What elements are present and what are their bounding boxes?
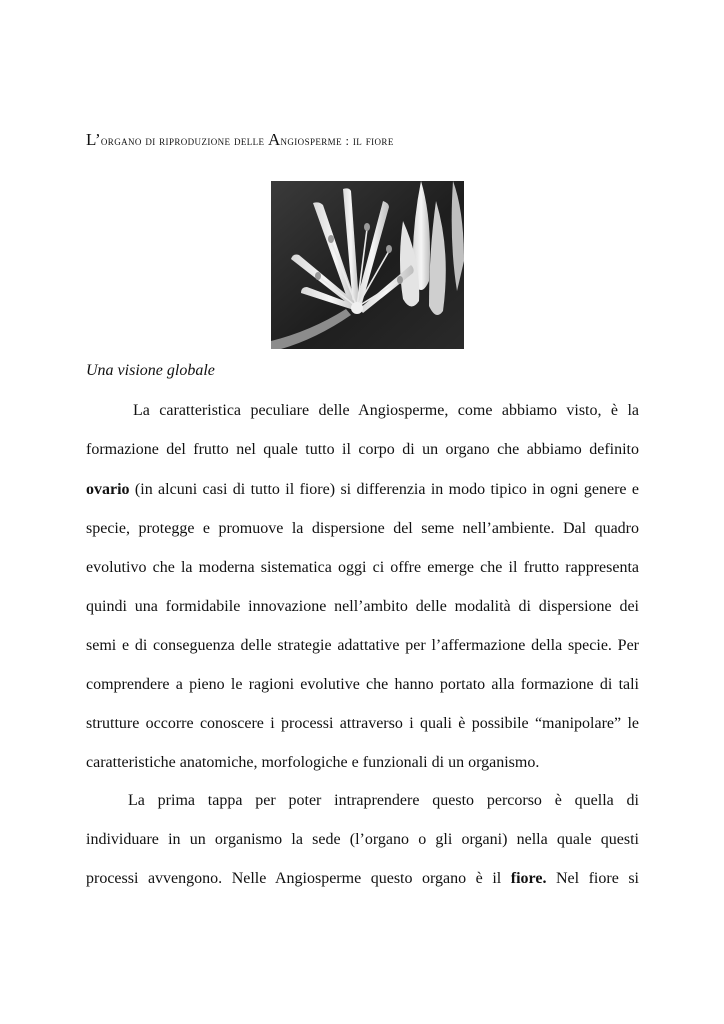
paragraph-1-line-2: formazione del frutto nel quale tutto il corpo di un organo che abbiamo definito [86,441,639,458]
paragraph-2-line-1: La prima tappa per poter intraprendere questo percorso è quella di [128,792,639,809]
paragraph-2-line-2: individuare in un organismo la sede (l’organo o gli organi) nella quale questi [86,831,639,848]
title-smallcaps-2: ngiosperme : il fiore [280,134,394,148]
paragraph-1-line-6: quindi una formidabile innovazione nell’ambito delle modalità di dispersione dei [86,598,639,615]
page-title [86,130,646,150]
paragraph-1-line-9: strutture occorre conoscere i processi attraverso i quali è possibile “manipolare” le [86,715,639,732]
paragraph-2-line-3 [86,869,639,889]
paragraph-2-line-3-text-a: processi avvengono. Nelle Angiosperme questo organo è il [86,870,511,887]
paragraph-2-line-3-text-b: Nel fiore si [546,870,639,887]
paragraph-1-line-4: specie, protegge e promuove la dispersione del seme nell’ambiente. Dal quadro [86,520,639,537]
paragraph-1-line-10: caratteristiche anatomiche, morfologiche e funzionali di un organismo. [86,754,540,771]
paragraph-1-line-7: semi e di conseguenza delle strategie adattative per l’affermazione della specie. Per [86,637,639,654]
section-subtitle: Una visione globale [86,362,215,379]
flower-photo [271,181,464,349]
paragraph-1-line-1: La caratteristica peculiare delle Angiosperme, come abbiamo visto, è la [133,402,639,419]
title-initial-2: A [267,130,281,149]
term-ovario: ovario [86,481,130,498]
title-smallcaps-1: organo di riproduzione delle [100,134,268,148]
term-fiore: fiore. [510,870,547,887]
paragraph-1-line-3 [86,480,639,500]
paragraph-1-line-8: comprendere a pieno le ragioni evolutive che hanno portato alla formazione di tali [86,676,639,693]
title-initial-1: L’ [86,130,101,149]
paragraph-1-line-5: evolutivo che la moderna sistematica oggi ci offre emerge che il frutto rappresenta [86,559,639,576]
paragraph-1-line-3-text: (in alcuni casi di tutto il fiore) si differenzia in modo tipico in ogni genere e [129,481,639,498]
